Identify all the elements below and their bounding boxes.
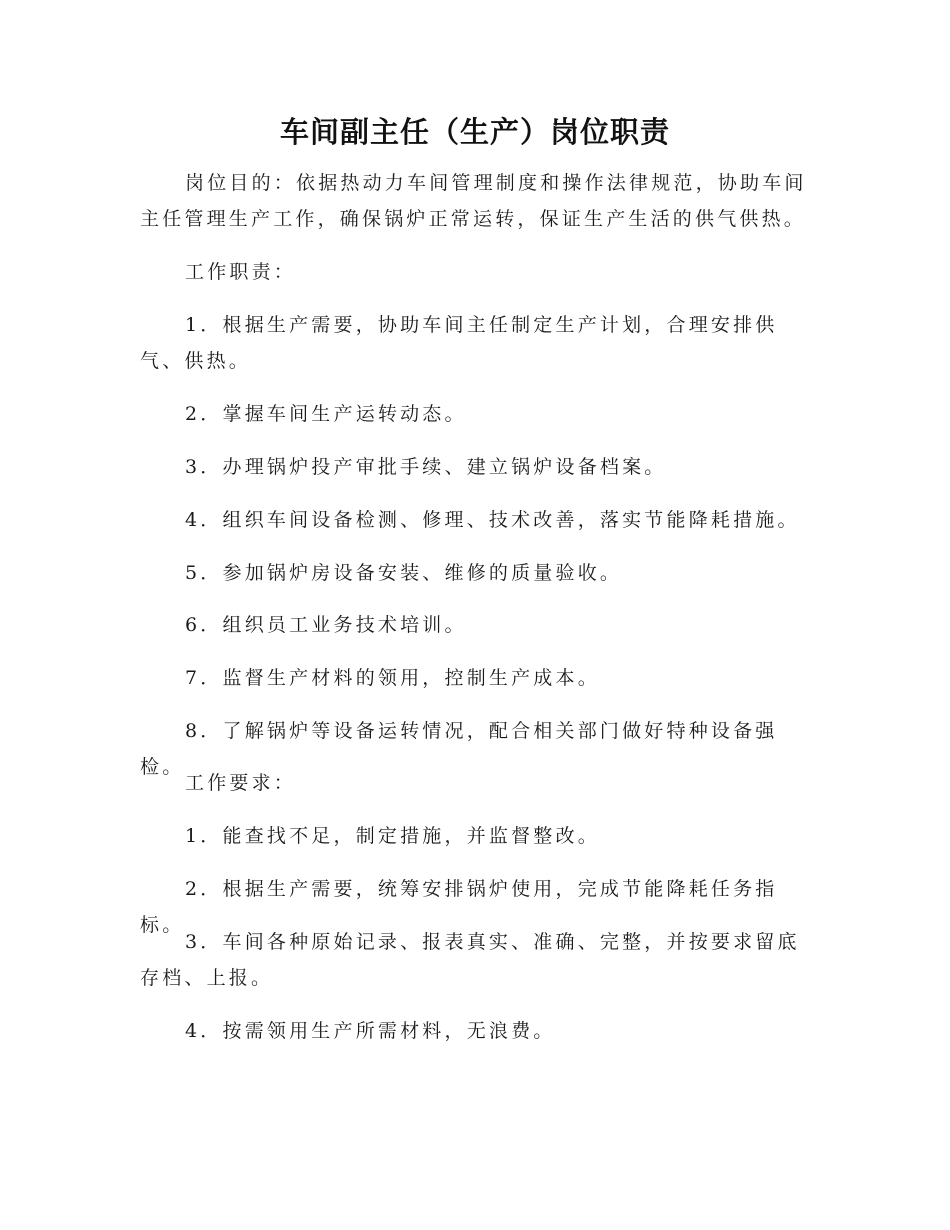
requirement-item-3: 3．车间各种原始记录、报表真实、准确、完整，并按要求留底存档、上报。 — [140, 931, 800, 989]
requirement-item-2: 2．根据生产需要，统筹安排锅炉使用，完成节能降耗任务指标。 — [140, 878, 778, 936]
duty-item-3: 3．办理锅炉投产审批手续、建立锅炉设备档案。 — [185, 456, 667, 478]
purpose-paragraph: 岗位目的：依据热动力车间管理制度和操作法律规范，协助车间主任管理生产工作，确保锅炉正常运转，保证生产生活的供气供热。 — [140, 172, 807, 230]
duty-item-5: 5．参加锅炉房设备安装、维修的质量验收。 — [185, 562, 623, 584]
duty-item-1: 1．根据生产需要，协助车间主任制定生产计划，合理安排供气、供热。 — [140, 314, 778, 372]
duties-heading: 工作职责： — [185, 261, 297, 283]
requirements-heading: 工作要求： — [185, 772, 297, 794]
requirement-item-4: 4．按需领用生产所需材料，无浪费。 — [185, 1020, 556, 1042]
duty-item-8: 8．了解锅炉等设备运转情况，配合相关部门做好特种设备强检。 — [140, 720, 778, 778]
duty-item-4: 4．组织车间设备检测、修理、技术改善，落实节能降耗措施。 — [185, 509, 800, 531]
requirement-item-1: 1．能查找不足，制定措施，并监督整改。 — [185, 825, 600, 847]
duty-item-6: 6．组织员工业务技术培训。 — [185, 614, 467, 636]
duty-item-2: 2．掌握车间生产运转动态。 — [185, 403, 467, 425]
duty-item-7: 7．监督生产材料的领用，控制生产成本。 — [185, 667, 600, 689]
document-title: 车间副主任（生产）岗位职责 — [279, 115, 670, 149]
